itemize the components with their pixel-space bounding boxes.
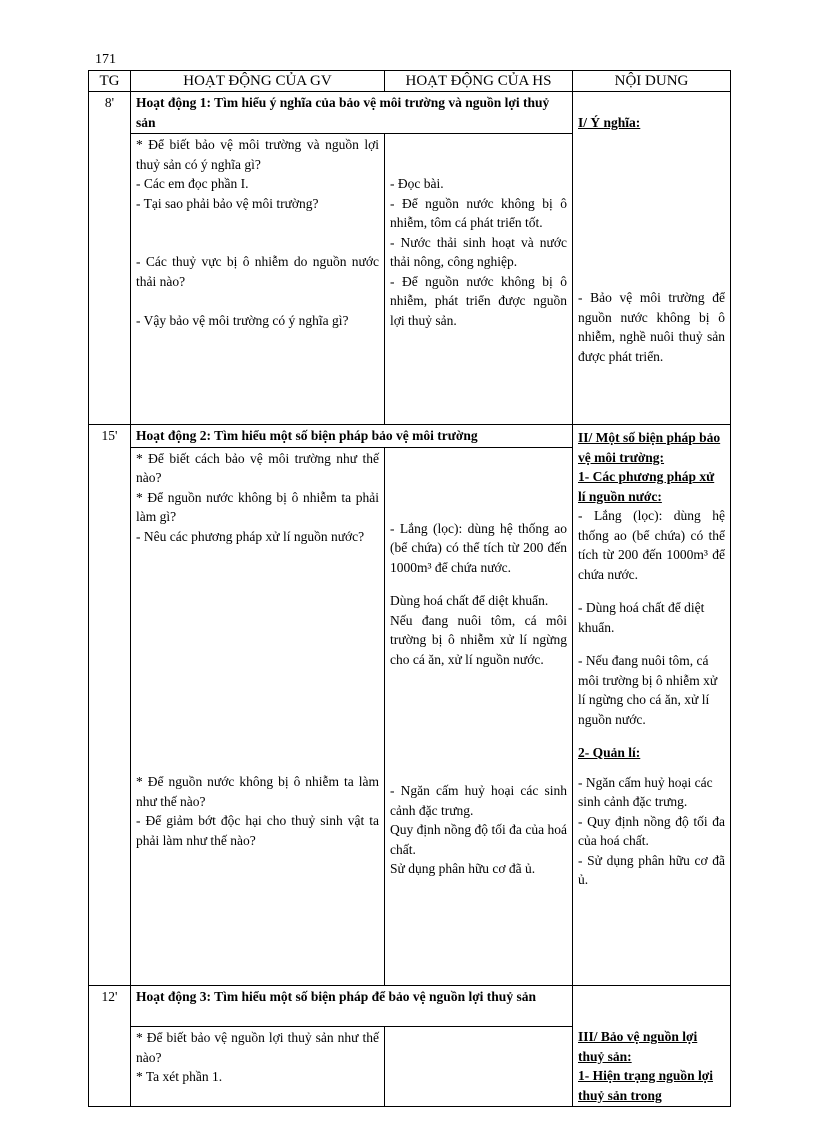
spacer [578, 132, 725, 288]
spacer [578, 93, 725, 113]
header-gv: HOẠT ĐỘNG CỦA GV [131, 71, 385, 92]
activity-1-gv [131, 134, 385, 425]
gv-question: - Nêu các phương pháp xử lí nguồn nước? [136, 528, 365, 544]
activity-2-time: 15' [89, 425, 131, 986]
hs-answer: - Để nguồn nước không bị ô nhiễm, phát triển được nguồn lợi thuỷ sản. [390, 273, 567, 328]
activity-2-title: Hoạt động 2: Tìm hiểu một số biện pháp bảo vệ môi trường [131, 425, 573, 448]
activity-2-title-row [89, 425, 731, 448]
activity-2-content-text: - Dùng hoá chất để diệt khuẩn. [578, 600, 705, 635]
activity-2-content-text: - Lắng (lọc): dùng hệ thống ao (bể chứa) có thể tích từ 200 đến 1000m³ để chứa nước. [578, 508, 725, 582]
activity-2-content-sub1: 1- Các phương pháp xử lí nguồn nước: [578, 469, 715, 504]
gv-question: * Ta xét phần 1. [136, 1069, 223, 1084]
spacer [578, 987, 725, 1027]
activity-1-time: 8' [89, 92, 131, 425]
hs-answer: - Lắng (lọc): dùng hệ thống ao (bể chứa) có thể tích từ 200 đến 1000m³ để chứa nước. [390, 520, 567, 575]
hs-answer: Dùng hoá chất để diệt khuẩn. [390, 593, 549, 609]
spacer [136, 213, 379, 252]
hs-answer: Sử dụng phân hữu cơ đã ủ. [390, 861, 536, 877]
activity-3-content-sub1: 1- Hiện trạng nguồn lợi thuỷ sản trong [578, 1068, 713, 1103]
spacer [390, 135, 567, 174]
activity-1-content [573, 92, 731, 425]
activity-1-content-text: - Bảo vệ môi trường để nguồn nước không bị ô nhiễm, nghề nuôi thuỷ sản được phát triển. [578, 290, 725, 364]
gv-question: * Để biết bảo vệ nguồn lợi thuỷ sản như thế nào? [136, 1030, 379, 1065]
spacer [136, 291, 379, 311]
activity-3-title-row [89, 986, 731, 1027]
activity-3-content-heading: III/ Bảo vệ nguồn lợi thuỷ sản: [578, 1029, 698, 1064]
activity-2-content-text: - Ngăn cấm huỷ hoại các sinh cảnh đặc trưng. [578, 774, 713, 809]
activity-1-title-row [89, 92, 731, 134]
table-header-row [89, 71, 731, 92]
gv-question: - Để giảm bớt độc hại cho thuỷ sinh vật ta phải làm như thế nào? [136, 813, 379, 848]
activity-1-content-heading: I/ Ý nghĩa: [578, 114, 641, 130]
header-nd: NỘI DUNG [573, 71, 731, 92]
gv-question: - Tại sao phải bảo vệ môi trường? [136, 195, 319, 211]
activity-3-title: Hoạt động 3: Tìm hiểu một số biện pháp để bảo vệ nguồn lợi thuỷ sản [131, 986, 573, 1027]
activity-3-content [573, 986, 731, 1107]
activity-2-content-heading: II/ Một số biện pháp bảo vệ môi trường: [578, 430, 721, 465]
hs-answer: Quy định nồng độ tối đa của hoá chất. [390, 822, 567, 857]
spacer [578, 637, 725, 651]
activity-2-content-text: - Quy định nồng độ tối đa của hoá chất. [578, 813, 725, 848]
header-hs: HOẠT ĐỘNG CỦA HS [385, 71, 573, 92]
header-tg: TG [89, 71, 131, 92]
spacer [390, 669, 567, 781]
gv-question: - Các em đọc phần I. [136, 176, 249, 191]
spacer [136, 546, 379, 772]
activity-2-content-text: - Nếu đang nuôi tôm, cá môi trường bị ô nhiễm xử lí ngừng cho cá ăn, xử lí nguồn nước. [578, 653, 718, 727]
page-number: 171 [95, 52, 116, 67]
activity-2-content-sub2: 2- Quản lí: [578, 745, 641, 760]
activity-1-hs [385, 134, 573, 425]
activity-3-hs [385, 1027, 573, 1107]
activity-2-content-text: - Sử dụng phân hữu cơ đã ủ. [578, 852, 725, 887]
gv-question: * Để nguồn nước không bị ô nhiễm ta phải làm gì? [136, 489, 379, 525]
activity-2-hs [385, 447, 573, 985]
activity-3-gv [131, 1027, 385, 1107]
activity-1-title: Hoạt động 1: Tìm hiểu ý nghĩa của bảo vệ môi trường và nguồn lợi thuỷ sản [131, 92, 573, 134]
hs-answer: - Đọc bài. [390, 176, 444, 191]
hs-answer: Nếu đang nuôi tôm, cá môi trường bị ô nhiễm xử lí ngừng cho cá ăn, xử lí nguồn nước. [390, 612, 567, 667]
hs-answer: - Nước thải sinh hoạt và nước thải nông, công nghiệp. [390, 234, 567, 269]
gv-question: * Để biết bảo vệ môi trường và nguồn lợi thuỷ sản có ý nghĩa gì? [136, 137, 379, 172]
activity-2-gv [131, 447, 385, 985]
spacer [578, 763, 725, 773]
activity-2-content [573, 425, 731, 986]
hs-answer: - Để nguồn nước không bị ô nhiễm, tôm cá phát triển tốt. [390, 195, 567, 230]
spacer [390, 449, 567, 519]
hs-answer: - Ngăn cấm huỷ hoại các sinh cảnh đặc trưng. [390, 783, 567, 818]
activity-3-time: 12' [89, 986, 131, 1107]
spacer [578, 729, 725, 743]
lesson-plan-table [88, 70, 731, 1107]
spacer [578, 584, 725, 598]
gv-question: - Vậy bảo vệ môi trường có ý nghĩa gì? [136, 312, 349, 328]
gv-question: * Để nguồn nước không bị ô nhiễm ta làm như thế nào? [136, 774, 379, 809]
gv-question: * Để biết cách bảo vệ môi trường như thế nào? [136, 450, 379, 486]
spacer [390, 577, 567, 591]
gv-question: - Các thuỷ vực bị ô nhiễm do nguồn nước thải nào? [136, 254, 379, 289]
